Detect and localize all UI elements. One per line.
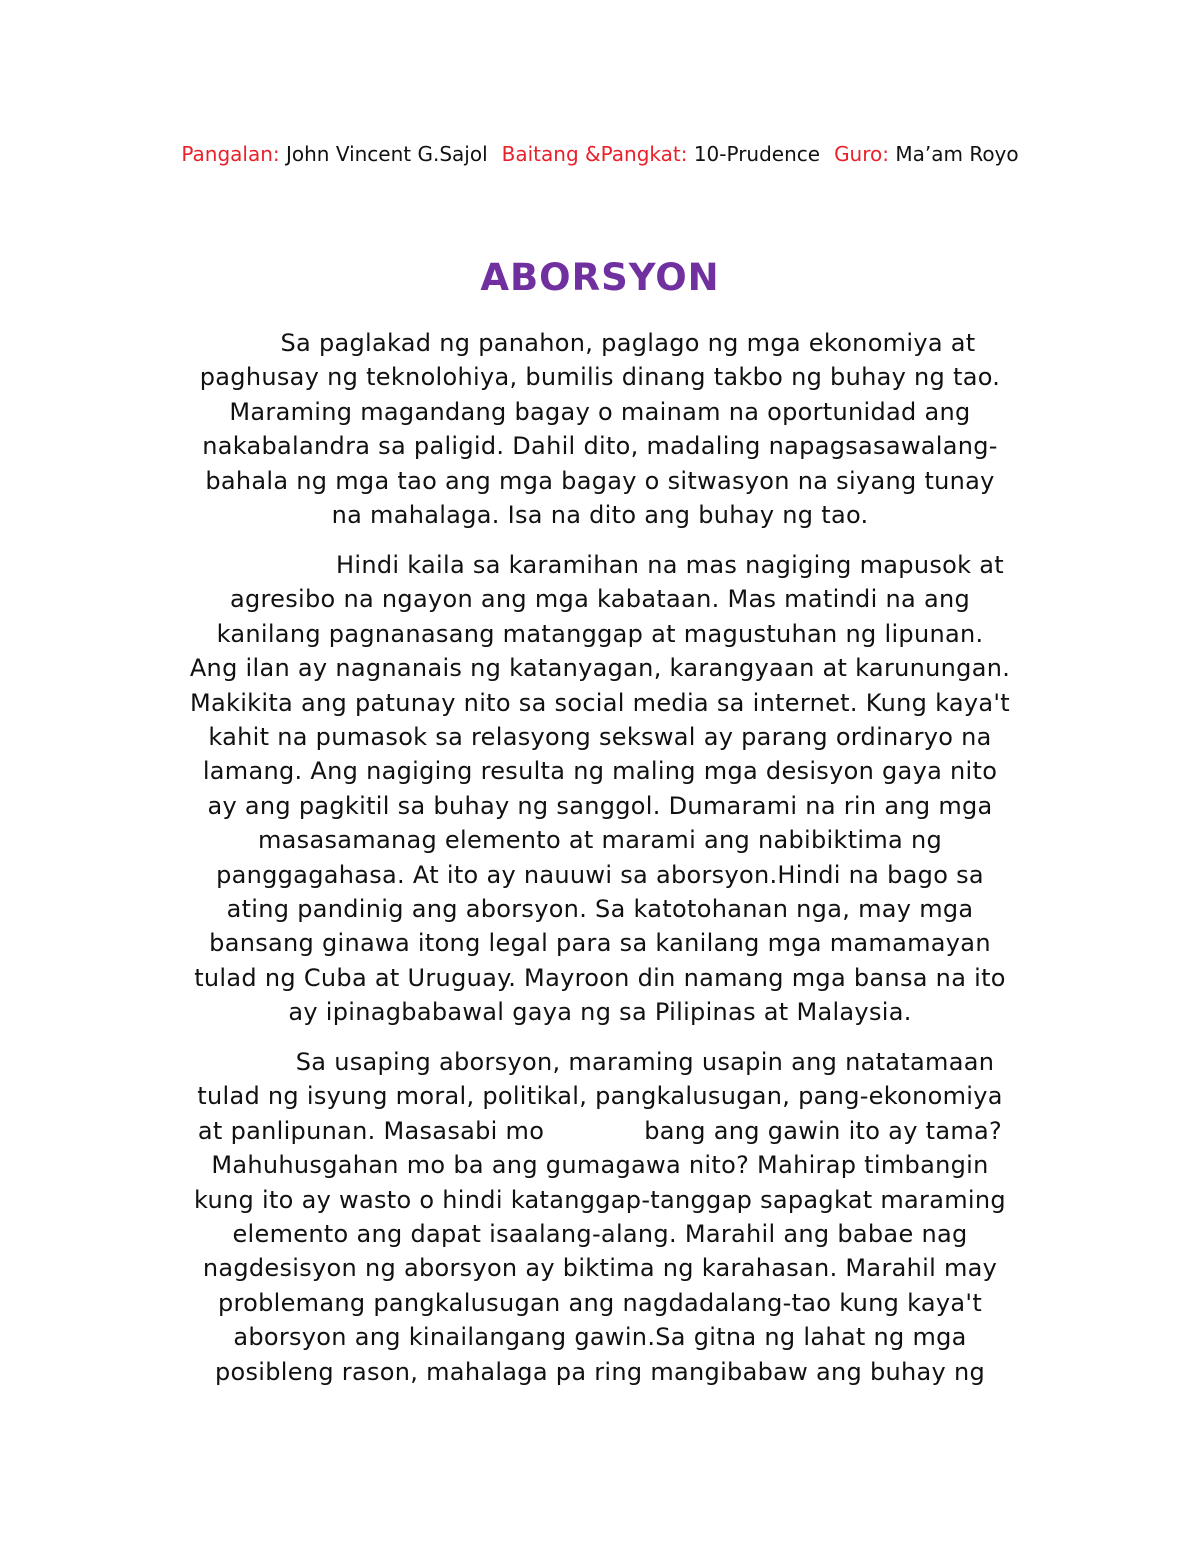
paragraph-line: tulad ng isyung moral, politikal, pangkalusugan, pang-ekonomiya [197, 1082, 1003, 1111]
paragraph-line: Hindi kaila sa karamihan na mas nagiging mapusok at [336, 551, 1004, 579]
paragraph-2 [130, 548, 1070, 1030]
paragraph-line: bansang ginawa itong legal para sa kanilang mga mamamayan [209, 929, 991, 958]
paragraph-line: masasamanag elemento at marami ang nabibiktima ng [257, 826, 943, 855]
paragraph-line: kanilang pagnanasang matanggap at magustuhan ng lipunan. [216, 619, 984, 648]
paragraph-line: Maraming magandang bagay o mainam na oportunidad ang [229, 397, 971, 426]
student-info-header [0, 141, 1200, 167]
paragraph-line: elemento ang dapat isaalang-alang. Marahil ang babae nag [232, 1220, 968, 1249]
paragraph-line: ay ang pagkitil sa buhay ng sanggol. Dumarami na rin ang mga [207, 791, 993, 820]
paragraph-line-part: bang ang gawin ito ay tama? [644, 1116, 1003, 1145]
paragraph-line: kung ito ay wasto o hindi katanggap-tanggap sapagkat maraming [194, 1185, 1006, 1214]
paragraph-line: nagdesisyon ng aborsyon ay biktima ng karahasan. Marahil may [202, 1254, 998, 1283]
paragraph-line: Mahuhusgahan mo ba ang gumagawa nito? Mahirap timbangin [211, 1151, 989, 1180]
grade-section-label: Baitang &Pangkat: [501, 142, 688, 166]
grade-section-value: 10-Prudence [693, 142, 821, 166]
paragraph-line: aborsyon ang kinailangang gawin.Sa gitna ng lahat ng mga [233, 1323, 967, 1352]
paragraph-line: problemang pangkalusugan ang nagdadalang-tao kung kaya't [217, 1288, 983, 1317]
paragraph-line: Sa paglakad ng panahon, paglago ng mga ekonomiya at [280, 329, 976, 357]
paragraph-line: ating pandinig ang aborsyon. Sa katotohanan nga, may mga [226, 895, 974, 924]
paragraph-3 [130, 1045, 1070, 1389]
paragraph-line: paghusay ng teknolohiya, bumilis dinang takbo ng buhay ng tao. [199, 363, 1001, 392]
paragraph-line: bahala ng mga tao ang mga bagay o sitwasyon na siyang tunay [205, 466, 995, 495]
paragraph-line: tulad ng Cuba at Uruguay. Mayroon din namang mga bansa na ito [194, 963, 1006, 992]
paragraph-line: ay ipinagbabawal gaya ng sa Pilipinas at Malaysia. [288, 998, 912, 1027]
paragraph-1 [130, 326, 1070, 532]
teacher-value: Ma’am Royo [895, 142, 1019, 166]
paragraph-line: Sa usaping aborsyon, maraming usapin ang natatamaan [295, 1048, 995, 1076]
paragraph-line: Ang ilan ay nagnanais ng katanyagan, karangyaan at karunungan. [189, 654, 1011, 683]
paragraph-line: na mahalaga. Isa na dito ang buhay ng tao. [331, 501, 869, 530]
paragraph-line: lamang. Ang nagiging resulta ng maling mga desisyon gaya nito [202, 757, 998, 786]
paragraph-line: kahit na pumasok sa relasyong sekswal ay parang ordinaryo na [208, 723, 992, 752]
paragraph-line-part: at panlipunan. Masasabi mo [197, 1116, 545, 1145]
paragraph-line: nakabalandra sa paligid. Dahil dito, madaling napagsasawalang- [202, 432, 998, 461]
paragraph-line: Makikita ang patunay nito sa social media sa internet. Kung kaya't [190, 688, 1010, 717]
paragraph-line: agresibo na ngayon ang mga kabataan. Mas matindi na ang [230, 585, 970, 614]
paragraph-line-split [130, 1114, 1070, 1148]
name-label: Pangalan: [181, 142, 280, 166]
document-title: ABORSYON [480, 256, 720, 299]
teacher-label: Guro: [834, 142, 889, 166]
name-value: John Vincent G.Sajol [285, 142, 488, 166]
paragraph-line: posibleng rason, mahalaga pa ring mangibabaw ang buhay ng [214, 1357, 986, 1386]
paragraph-line: panggagahasa. At ito ay nauuwi sa aborsyon.Hindi na bago sa [216, 860, 984, 889]
